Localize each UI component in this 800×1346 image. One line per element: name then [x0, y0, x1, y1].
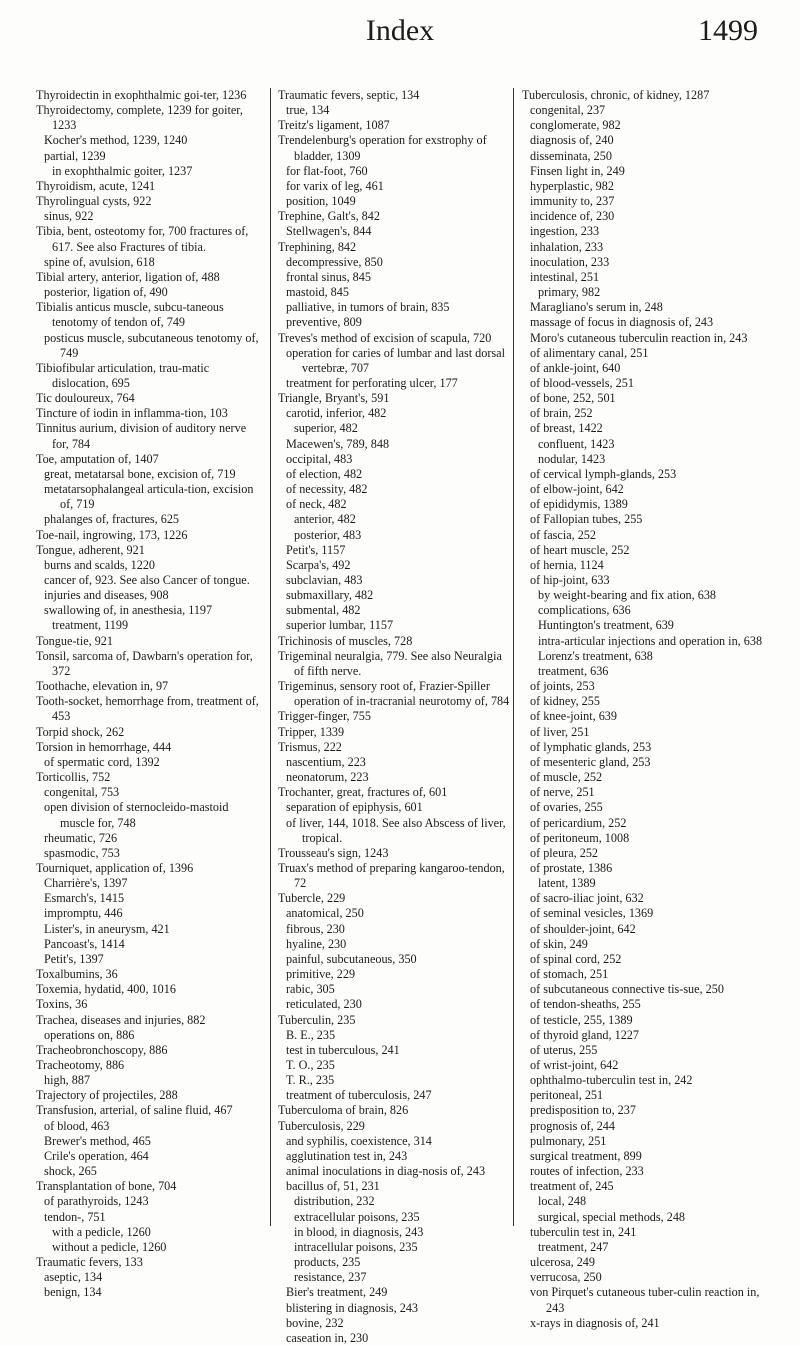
index-subentry: of parathyroids, 1243: [44, 1194, 149, 1209]
index-entry: Trigger-finger, 755: [278, 709, 371, 724]
index-entry: Traumatic fevers, 133: [36, 1255, 143, 1270]
index-column-3: [522, 88, 772, 1331]
index-subentry: of elbow-joint, 642: [530, 482, 624, 497]
index-subentry: primary, 982: [538, 285, 601, 300]
index-entry: Triangle, Bryant's, 591: [278, 391, 390, 406]
index-subentry: von Pirquet's cutaneous tuber-culin reaction in, 243: [530, 1285, 760, 1315]
index-entry: Treitz's ligament, 1087: [278, 118, 390, 133]
index-subentry: of hernia, 1124: [530, 557, 604, 572]
index-subentry: of blood-vessels, 251: [530, 375, 634, 390]
index-subentry: T. R., 235: [286, 1073, 335, 1088]
index-subentry: tuberculin test in, 241: [530, 1224, 637, 1239]
index-entry: Trajectory of projectiles, 288: [36, 1088, 178, 1103]
index-subentry: of ovaries, 255: [530, 800, 603, 815]
index-subentry: Stellwagen's, 844: [286, 224, 372, 239]
index-subentry: Petit's, 1397: [44, 951, 104, 966]
index-subentry: impromptu, 446: [44, 906, 123, 921]
index-subentry: cancer of, 923. See also Cancer of tongue.: [44, 573, 250, 587]
index-subentry: test in tuberculous, 241: [286, 1042, 400, 1057]
index-subentry: painful, subcutaneous, 350: [286, 951, 417, 966]
index-subentry: for varix of leg, 461: [286, 178, 384, 193]
index-subentry: incidence of, 230: [530, 209, 615, 224]
index-entry: Torsion in hemorrhage, 444: [36, 739, 172, 754]
index-subentry: of spinal cord, 252: [530, 951, 622, 966]
index-subentry: by weight-bearing and fix ation, 638: [538, 588, 717, 603]
index-subentry: with a pedicle, 1260: [52, 1224, 151, 1239]
index-entry: Tuberculosis, chronic, of kidney, 1287: [522, 88, 710, 102]
column-divider: [270, 88, 271, 1226]
index-subentry: Crile's operation, 464: [44, 1148, 149, 1163]
index-subentry: shock, 265: [44, 1164, 97, 1179]
index-subentry: prognosis of, 244: [530, 1118, 615, 1133]
index-subentry: swallowing of, in anesthesia, 1197: [44, 603, 213, 618]
index-subentry: of epididymis, 1389: [530, 497, 628, 512]
index-subentry: spine of, avulsion, 618: [44, 254, 155, 269]
index-subentry: surgical, special methods, 248: [538, 1209, 686, 1224]
index-subentry: ulcerosa, 249: [530, 1255, 595, 1270]
index-subentry: inhalation, 233: [530, 239, 604, 254]
index-subentry: occipital, 483: [286, 451, 353, 466]
index-subentry: verrucosa, 250: [530, 1270, 602, 1285]
index-entry: Transplantation of bone, 704: [36, 1179, 177, 1194]
index-subentry: treatment of tuberculosis, 247: [286, 1088, 432, 1103]
index-subentry: operations on, 886: [44, 1027, 135, 1042]
index-subentry: hyaline, 230: [286, 936, 347, 951]
index-entry: Toothache, elevation in, 97: [36, 679, 169, 694]
index-subentry: of brain, 252: [530, 406, 593, 421]
index-entry: Tuberculoma of brain, 826: [278, 1103, 409, 1118]
index-entry: Tubercle, 229: [278, 891, 346, 906]
index-subentry: of nerve, 251: [530, 785, 595, 800]
index-subentry: distribution, 232: [294, 1194, 375, 1209]
index-subentry: of subcutaneous connective tis-sue, 250: [530, 982, 724, 997]
index-subentry: of wrist-joint, 642: [530, 1058, 619, 1072]
index-subentry: of Fallopian tubes, 255: [530, 512, 643, 527]
index-subentry: high, 887: [44, 1073, 91, 1088]
index-entry: Tibiofibular articulation, trau-matic dislocation, 695: [36, 360, 210, 390]
index-subentry: of knee-joint, 639: [530, 709, 617, 724]
index-subentry: of alimentary canal, 251: [530, 345, 649, 360]
index-subentry: of joints, 253: [530, 679, 595, 694]
index-entry: Truax's method of preparing kangaroo-tendon, 72: [278, 860, 505, 891]
index-subentry: intra-articular injections and operation in, 638: [538, 633, 763, 648]
index-entry: Tinnitus aurium, division of auditory nerve for, 784: [36, 421, 247, 451]
index-subentry: spasmodic, 753: [44, 845, 120, 860]
index-subentry: fibrous, 230: [286, 921, 345, 936]
index-subentry: Finsen light in, 249: [530, 163, 625, 178]
index-subentry: local, 248: [538, 1194, 587, 1209]
index-subentry: treatment, 636: [538, 663, 609, 678]
index-subentry: Brewer's method, 465: [44, 1133, 151, 1148]
index-entry: Tic douloureux, 764: [36, 391, 135, 406]
index-subentry: partial, 1239: [44, 148, 106, 163]
index-subentry: rheumatic, 726: [44, 830, 118, 845]
index-subentry: burns and scalds, 1220: [44, 557, 156, 572]
index-subentry: extracellular poisons, 235: [294, 1209, 420, 1224]
index-entry: Thyroidectin in exophthalmic goi-ter, 1236: [36, 88, 247, 102]
index-subentry: for flat-foot, 760: [286, 163, 368, 178]
index-subentry: surgical treatment, 899: [530, 1148, 642, 1163]
index-subentry: Maragliano's serum in, 248: [530, 300, 663, 315]
index-column-2: [278, 88, 510, 1346]
index-subentry: metatarsophalangeal articula-tion, excision of, 719: [44, 482, 254, 512]
index-subentry: of pericardium, 252: [530, 815, 627, 830]
index-subentry: latent, 1389: [538, 876, 596, 891]
index-subentry: ingestion, 233: [530, 224, 600, 239]
page-header: [0, 14, 800, 58]
index-subentry: x-rays in diagnosis of, 241: [530, 1315, 660, 1330]
index-subentry: of stomach, 251: [530, 967, 609, 982]
index-entry: Toxins, 36: [36, 997, 88, 1012]
index-subentry: separation of epiphysis, 601: [286, 800, 423, 815]
index-subentry: hyperplastic, 982: [530, 178, 614, 193]
index-subentry: bovine, 232: [286, 1315, 344, 1330]
index-entry: Tripper, 1339: [278, 724, 345, 739]
index-entry: Tibial artery, anterior, ligation of, 488: [36, 269, 220, 284]
index-subentry: frontal sinus, 845: [286, 269, 371, 284]
index-entry: Thyroidism, acute, 1241: [36, 178, 156, 193]
index-subentry: Moro's cutaneous tuberculin reaction in, 243: [530, 330, 748, 345]
index-subentry: inoculation, 233: [530, 254, 610, 269]
page-title: Index: [365, 14, 435, 47]
index-subentry: disseminata, 250: [530, 148, 612, 163]
index-subentry: caseation in, 230: [286, 1330, 369, 1345]
index-entry: Toe-nail, ingrowing, 173, 1226: [36, 527, 188, 542]
index-subentry: great, metatarsal bone, excision of, 719: [44, 466, 236, 481]
index-subentry: submental, 482: [286, 603, 361, 618]
index-subentry: of cervical lymph-glands, 253: [530, 466, 677, 481]
index-subentry: nodular, 1423: [538, 451, 606, 466]
index-entry: Traumatic fevers, septic, 134: [278, 88, 420, 102]
index-subentry: of tendon-sheaths, 255: [530, 997, 641, 1012]
index-subentry: of spermatic cord, 1392: [44, 754, 160, 769]
index-entry: Transfusion, arterial, of saline fluid, 467: [36, 1103, 233, 1118]
index-entry: Tibia, bent, osteotomy for, 700 fractures of, 617. See also Fractures of tibia.: [36, 224, 249, 254]
index-entry: Tracheotomy, 886: [36, 1058, 125, 1072]
index-subentry: products, 235: [294, 1255, 361, 1270]
index-subentry: immunity to, 237: [530, 194, 615, 209]
index-subentry: of breast, 1422: [530, 421, 603, 436]
index-column-1: [36, 88, 264, 1301]
index-subentry: Charrière's, 1397: [44, 876, 128, 891]
index-subentry: rabic, 305: [286, 982, 335, 997]
index-subentry: of peritoneum, 1008: [530, 830, 630, 845]
index-entry: Tracheobronchoscopy, 886: [36, 1042, 168, 1057]
index-subentry: open division of sternocleido-mastoid muscle for, 748: [44, 800, 229, 830]
index-entry: Tincture of iodin in inflamma-tion, 103: [36, 406, 228, 421]
index-subentry: tendon-, 751: [44, 1209, 106, 1224]
index-subentry: intestinal, 251: [530, 269, 600, 284]
index-subentry: conglomerate, 982: [530, 118, 621, 133]
index-subentry: phalanges of, fractures, 625: [44, 512, 180, 527]
index-subentry: true, 134: [286, 103, 330, 118]
index-subentry: sinus, 922: [44, 209, 94, 224]
index-subentry: confluent, 1423: [538, 436, 615, 451]
index-entry: Tibialis anticus muscle, subcu-taneous tenotomy of tendon of, 749: [36, 300, 224, 330]
index-subentry: Petit's, 1157: [286, 542, 346, 557]
index-subentry: Kocher's method, 1239, 1240: [44, 133, 188, 148]
index-subentry: predisposition to, 237: [530, 1103, 636, 1118]
index-subentry: intracellular poisons, 235: [294, 1239, 418, 1254]
index-subentry: of necessity, 482: [286, 482, 368, 497]
index-entry: Trousseau's sign, 1243: [278, 845, 389, 860]
index-entry: Tourniquet, application of, 1396: [36, 860, 194, 875]
index-subentry: treatment, 1199: [52, 618, 129, 633]
index-entry: Thyrolingual cysts, 922: [36, 194, 152, 209]
index-subentry: of blood, 463: [44, 1118, 110, 1133]
index-subentry: treatment of, 245: [530, 1179, 614, 1194]
index-subentry: mastoid, 845: [286, 285, 349, 300]
index-entry: Trachea, diseases and injuries, 882: [36, 1012, 206, 1027]
index-subentry: posterior, ligation of, 490: [44, 285, 168, 300]
index-subentry: and syphilis, coexistence, 314: [286, 1133, 432, 1148]
index-entry: Trochanter, great, fractures of, 601: [278, 785, 448, 800]
index-subentry: superior, 482: [294, 421, 358, 436]
index-subentry: T. O., 235: [286, 1058, 335, 1072]
index-entry: Trephine, Galt's, 842: [278, 209, 380, 224]
index-entry: Tongue, adherent, 921: [36, 542, 145, 557]
index-subentry: of muscle, 252: [530, 770, 603, 785]
index-subentry: of ankle-joint, 640: [530, 360, 621, 375]
index-subentry: complications, 636: [538, 603, 631, 618]
index-subentry: pulmonary, 251: [530, 1133, 607, 1148]
index-subentry: of neck, 482: [286, 497, 347, 512]
index-subentry: of election, 482: [286, 466, 363, 481]
index-subentry: of pleura, 252: [530, 845, 599, 860]
index-subentry: agglutination test in, 243: [286, 1148, 408, 1163]
index-entry: Tuberculosis, 229: [278, 1118, 365, 1133]
index-subentry: of mesenteric gland, 253: [530, 754, 651, 769]
index-subentry: of shoulder-joint, 642: [530, 921, 636, 936]
index-subentry: palliative, in tumors of brain, 835: [286, 300, 450, 315]
index-subentry: blistering in diagnosis, 243: [286, 1300, 419, 1315]
index-subentry: subclavian, 483: [286, 573, 363, 587]
column-divider: [513, 88, 514, 1226]
index-subentry: resistance, 237: [294, 1270, 367, 1285]
index-entry: Toxalbumins, 36: [36, 967, 118, 982]
index-subentry: of seminal vesicles, 1369: [530, 906, 654, 921]
index-subentry: Pancoast's, 1414: [44, 936, 125, 951]
index-entry: Trismus, 222: [278, 739, 342, 754]
index-subentry: congenital, 237: [530, 103, 606, 118]
index-subentry: aseptic, 134: [44, 1270, 103, 1285]
index-subentry: in blood, in diagnosis, 243: [294, 1224, 424, 1239]
index-entry: Tongue-tie, 921: [36, 633, 113, 648]
index-subentry: reticulated, 230: [286, 997, 362, 1012]
index-subentry: position, 1049: [286, 194, 356, 209]
index-subentry: submaxillary, 482: [286, 588, 374, 603]
index-entry: Toe, amputation of, 1407: [36, 451, 159, 466]
index-entry: Trigeminal neuralgia, 779. See also Neuralgia of fifth nerve.: [278, 648, 502, 678]
index-entry: Thyroidectomy, complete, 1239 for goiter, 1233: [36, 103, 243, 133]
index-subentry: primitive, 229: [286, 967, 356, 982]
index-subentry: bacillus of, 51, 231: [286, 1179, 380, 1194]
index-subentry: peritoneal, 251: [530, 1088, 604, 1103]
index-subentry: posterior, 483: [294, 527, 362, 542]
index-subentry: injuries and diseases, 908: [44, 588, 169, 603]
index-subentry: of bone, 252, 501: [530, 391, 616, 406]
index-subentry: Huntington's treatment, 639: [538, 618, 674, 633]
index-subentry: routes of infection, 233: [530, 1164, 644, 1179]
index-subentry: nascentium, 223: [286, 754, 366, 769]
index-entry: Trephining, 842: [278, 239, 357, 254]
index-subentry: of heart muscle, 252: [530, 542, 630, 557]
index-subentry: operation for caries of lumbar and last dorsal vertebræ, 707: [286, 345, 505, 375]
index-subentry: treatment, 247: [538, 1239, 609, 1254]
index-subentry: of fascia, 252: [530, 527, 596, 542]
index-subentry: congenital, 753: [44, 785, 120, 800]
index-subentry: of hip-joint, 633: [530, 573, 610, 587]
index-subentry: in exophthalmic goiter, 1237: [52, 163, 193, 178]
index-subentry: of liver, 144, 1018. See also Abscess of liver, tropical.: [286, 815, 506, 845]
index-subentry: of skin, 249: [530, 936, 588, 951]
index-entry: Tuberculin, 235: [278, 1012, 356, 1027]
index-entry: Torticollis, 752: [36, 770, 111, 785]
index-entry: Torpid shock, 262: [36, 724, 125, 739]
index-subentry: Macewen's, 789, 848: [286, 436, 390, 451]
index-subentry: Esmarch's, 1415: [44, 891, 125, 906]
index-entry: Tooth-socket, hemorrhage from, treatment of, 453: [36, 694, 259, 724]
index-entry: Treves's method of excision of scapula, 720: [278, 330, 492, 345]
index-subentry: benign, 134: [44, 1285, 102, 1300]
index-subentry: treatment for perforating ulcer, 177: [286, 375, 458, 390]
index-entry: Trendelenburg's operation for exstrophy of bladder, 1309: [278, 133, 487, 163]
index-subentry: Bier's treatment, 249: [286, 1285, 388, 1300]
index-subentry: animal inoculations in diag-nosis of, 243: [286, 1164, 486, 1179]
index-entry: Trigeminus, sensory root of, Frazier-Spiller operation of in-tracranial neurotomy of, 784: [278, 679, 510, 709]
index-entry: Trichinosis of muscles, 728: [278, 633, 413, 648]
index-subentry: Lister's, in aneurysm, 421: [44, 921, 170, 936]
index-subentry: neonatorum, 223: [286, 770, 369, 785]
index-subentry: diagnosis of, 240: [530, 133, 614, 148]
index-subentry: massage of focus in diagnosis of, 243: [530, 315, 714, 330]
index-subentry: B. E., 235: [286, 1027, 336, 1042]
index-subentry: anatomical, 250: [286, 906, 364, 921]
index-subentry: of lymphatic glands, 253: [530, 739, 652, 754]
index-subentry: of testicle, 255, 1389: [530, 1012, 633, 1027]
index-subentry: posticus muscle, subcutaneous tenotomy of, 749: [44, 330, 259, 360]
index-subentry: of uterus, 255: [530, 1042, 598, 1057]
index-subentry: Lorenz's treatment, 638: [538, 648, 653, 663]
index-subentry: ophthalmo-tuberculin test in, 242: [530, 1073, 693, 1088]
page-number: 1499: [698, 14, 758, 47]
index-subentry: of prostate, 1386: [530, 860, 613, 875]
index-subentry: Scarpa's, 492: [286, 557, 351, 572]
index-subentry: preventive, 809: [286, 315, 362, 330]
index-subentry: superior lumbar, 1157: [286, 618, 394, 633]
index-subentry: decompressive, 850: [286, 254, 383, 269]
index-subentry: of sacro-iliac joint, 632: [530, 891, 644, 906]
index-entry: Tonsil, sarcoma of, Dawbarn's operation for, 372: [36, 648, 253, 678]
index-subentry: of thyroid gland, 1227: [530, 1027, 639, 1042]
index-subentry: carotid, inferior, 482: [286, 406, 387, 421]
index-subentry: anterior, 482: [294, 512, 356, 527]
index-subentry: of kidney, 255: [530, 694, 600, 709]
index-subentry: of liver, 251: [530, 724, 590, 739]
index-subentry: without a pedicle, 1260: [52, 1239, 167, 1254]
index-entry: Toxemia, hydatid, 400, 1016: [36, 982, 176, 997]
